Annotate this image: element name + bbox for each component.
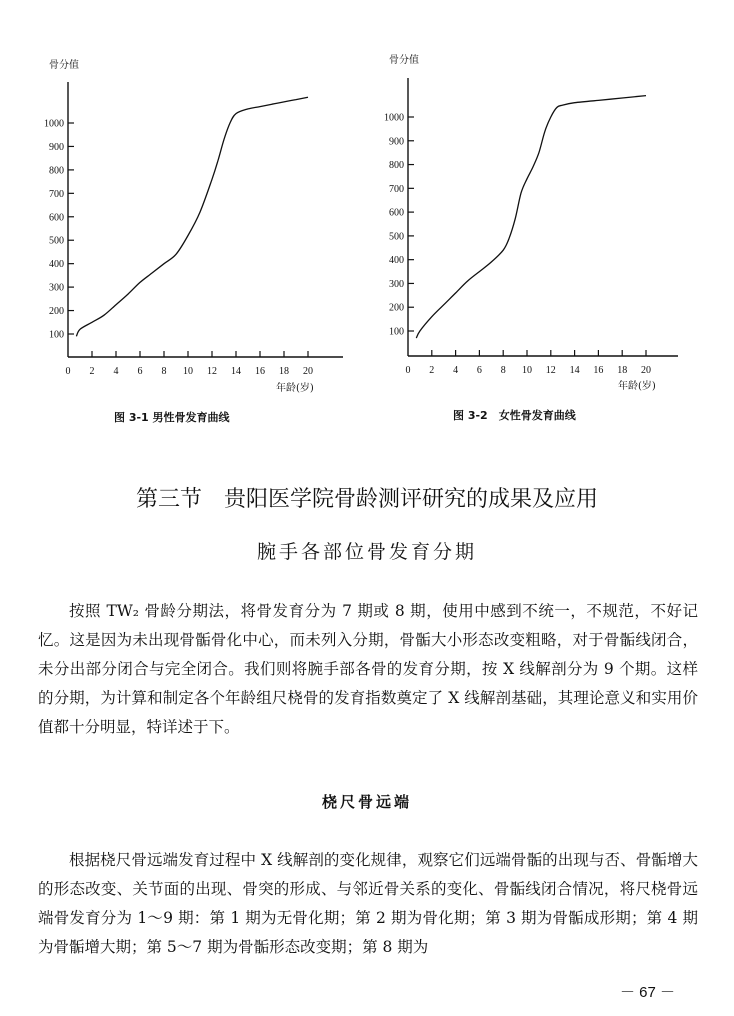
- svg-text:0: 0: [405, 365, 411, 376]
- male-growth-curve: [76, 97, 308, 336]
- svg-text:10: 10: [183, 366, 193, 377]
- charts-area: [0, 0, 734, 440]
- svg-text:100: 100: [49, 329, 64, 341]
- svg-text:8: 8: [500, 365, 506, 376]
- subsection-title: 腕手各部位骨发育分期: [256, 541, 477, 563]
- svg-text:6: 6: [476, 365, 482, 376]
- section-title: 第三节 贵阳医学院骨龄测评研究的成果及应用: [135, 487, 598, 512]
- svg-text:1000: 1000: [44, 118, 64, 130]
- svg-text:300: 300: [389, 278, 404, 290]
- female-x-ticks: [406, 350, 652, 376]
- male-x-ticks: [66, 351, 314, 377]
- svg-text:700: 700: [389, 183, 404, 195]
- female-bone-development-chart: [384, 53, 678, 392]
- paragraph-1-text: 按照 TW₂ 骨龄分期法，将骨发育分为 7 期或 8 期，使用中感到不统一，不规范，不好记忆。这是因为未出现骨骺骨化中心，而未列入分期，骨骺大小形态改变粗略，对于骨骺线闭合，未分出部分闭合与完全闭合。我们则将腕手部各骨的发育分期，按 X 线解剖分为 9 个期。这样的分期，为计算和制定各个年龄组尺桡骨的发育指数奠定了 X 线解剖基础，其理论意义和实用价值都十分明显，特详述于下。: [38, 602, 698, 736]
- paragraph-2-text: 根据桡尺骨远端发育过程中 X 线解剖的变化规律，观察它们远端骨骺的出现与否、骨骺增大的形态改变、关节面的出现、骨突的形成、与邻近骨关系的变化、骨骺线闭合情况，将尺桡骨远端骨发育分为 1～9 期：第 1 期为无骨化期；第 2 期为骨化期；第 3 期为骨骺成形期；第 4 期为骨骺增大期；第 5～7 期为骨骺形态改变期；第 8 期为: [38, 851, 698, 956]
- svg-text:16: 16: [593, 365, 604, 376]
- svg-text:800: 800: [49, 165, 64, 177]
- svg-text:20: 20: [641, 365, 651, 376]
- paragraph-staging-intro: [38, 597, 698, 742]
- svg-text:6: 6: [137, 366, 143, 377]
- svg-text:2: 2: [89, 366, 95, 377]
- female-growth-curve: [416, 96, 646, 339]
- svg-text:200: 200: [389, 302, 404, 314]
- svg-text:12: 12: [207, 366, 217, 377]
- male-x-axis-label: 年龄(岁): [276, 383, 314, 394]
- svg-text:8: 8: [161, 366, 167, 377]
- svg-text:500: 500: [389, 231, 404, 243]
- male-bone-development-chart: [44, 58, 343, 394]
- svg-text:18: 18: [279, 366, 289, 377]
- svg-text:14: 14: [569, 365, 580, 376]
- svg-text:800: 800: [389, 160, 404, 172]
- svg-text:16: 16: [255, 366, 265, 377]
- svg-text:0: 0: [65, 366, 71, 377]
- svg-text:300: 300: [49, 282, 64, 294]
- heading-radius-ulna-distal: 桡尺骨远端: [321, 793, 412, 811]
- svg-text:200: 200: [49, 306, 64, 318]
- svg-text:400: 400: [389, 255, 404, 267]
- female-y-axis-label: 骨分值: [389, 55, 419, 66]
- svg-text:2: 2: [429, 365, 435, 376]
- svg-text:900: 900: [49, 141, 64, 153]
- svg-text:400: 400: [49, 259, 64, 271]
- male-figure-caption: 图 3-1 男性骨发育曲线: [114, 411, 230, 424]
- paragraph-radius-ulna: [38, 846, 698, 962]
- svg-text:4: 4: [113, 366, 119, 377]
- svg-text:12: 12: [545, 365, 556, 376]
- svg-text:20: 20: [303, 366, 313, 377]
- svg-text:1000: 1000: [384, 112, 404, 124]
- svg-text:18: 18: [617, 365, 628, 376]
- female-x-axis-label: 年龄(岁): [618, 381, 656, 392]
- svg-text:600: 600: [389, 207, 404, 219]
- svg-text:14: 14: [231, 366, 241, 377]
- male-y-axis-label: 骨分值: [49, 60, 79, 71]
- male-y-ticks: [44, 119, 74, 341]
- svg-text:700: 700: [49, 188, 64, 200]
- female-y-ticks: [384, 113, 414, 338]
- svg-text:10: 10: [522, 365, 532, 376]
- female-figure-caption: 图 3-2 女性骨发育曲线: [453, 409, 576, 422]
- svg-text:100: 100: [389, 326, 404, 338]
- svg-text:500: 500: [49, 235, 64, 247]
- svg-text:600: 600: [49, 212, 64, 224]
- svg-text:4: 4: [453, 365, 459, 376]
- page-number: － 67 －: [620, 984, 676, 1001]
- svg-text:900: 900: [389, 136, 404, 148]
